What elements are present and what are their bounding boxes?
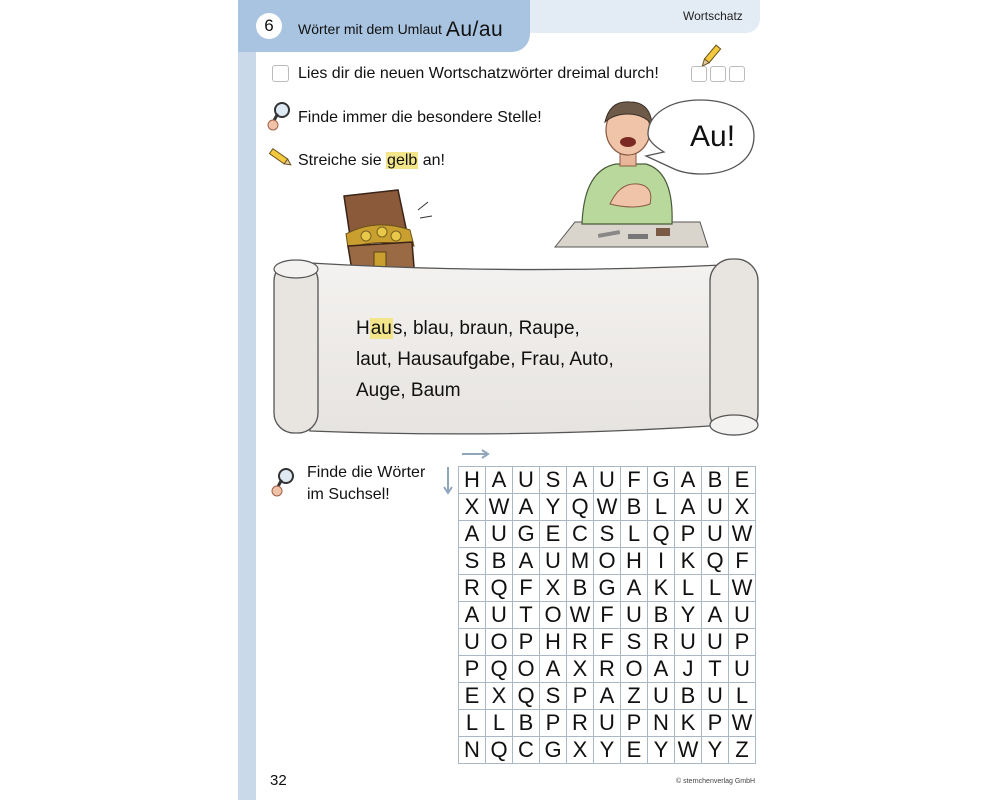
- grid-cell[interactable]: A: [513, 548, 540, 575]
- grid-cell[interactable]: E: [621, 737, 648, 764]
- grid-cell[interactable]: W: [567, 602, 594, 629]
- instruction-mark-suffix: an!: [422, 152, 445, 169]
- read-check-2[interactable]: [710, 66, 726, 82]
- grid-cell[interactable]: Z: [621, 683, 648, 710]
- instruction-find: Finde immer die besondere Stelle!: [298, 109, 542, 126]
- page-number: 32: [270, 772, 287, 789]
- grid-cell[interactable]: P: [675, 521, 702, 548]
- pencil-icon: [268, 146, 294, 170]
- grid-cell[interactable]: R: [648, 629, 675, 656]
- grid-cell[interactable]: W: [675, 737, 702, 764]
- grid-cell[interactable]: G: [594, 575, 621, 602]
- grid-cell[interactable]: X: [567, 656, 594, 683]
- arrow-down-icon: [443, 466, 453, 496]
- grid-cell[interactable]: L: [675, 575, 702, 602]
- grid-cell[interactable]: P: [513, 629, 540, 656]
- grid-cell[interactable]: Q: [513, 683, 540, 710]
- arrow-right-icon: [461, 449, 491, 459]
- grid-cell[interactable]: R: [594, 656, 621, 683]
- grid-cell[interactable]: O: [594, 548, 621, 575]
- grid-cell[interactable]: S: [540, 683, 567, 710]
- grid-cell[interactable]: K: [648, 575, 675, 602]
- grid-cell[interactable]: K: [675, 710, 702, 737]
- grid-cell[interactable]: P: [729, 629, 756, 656]
- grid-cell[interactable]: S: [621, 629, 648, 656]
- grid-cell[interactable]: B: [648, 602, 675, 629]
- grid-cell[interactable]: A: [486, 467, 513, 494]
- grid-cell[interactable]: A: [567, 467, 594, 494]
- grid-cell[interactable]: X: [459, 494, 486, 521]
- grid-cell[interactable]: Y: [675, 602, 702, 629]
- page-title-letters: Au/au: [445, 18, 504, 41]
- read-checkbox[interactable]: [272, 65, 289, 82]
- read-check-1[interactable]: [691, 66, 707, 82]
- grid-cell[interactable]: O: [540, 602, 567, 629]
- grid-cell[interactable]: E: [459, 683, 486, 710]
- grid-cell[interactable]: F: [594, 629, 621, 656]
- page-title: [298, 16, 503, 40]
- grid-cell[interactable]: J: [675, 656, 702, 683]
- grid-cell[interactable]: T: [702, 656, 729, 683]
- grid-cell[interactable]: T: [513, 602, 540, 629]
- grid-cell[interactable]: L: [702, 575, 729, 602]
- wordsearch-instruction-line1: Finde die Wörter: [307, 464, 426, 481]
- grid-cell[interactable]: U: [594, 710, 621, 737]
- grid-cell[interactable]: A: [540, 656, 567, 683]
- grid-cell[interactable]: X: [729, 494, 756, 521]
- grid-cell[interactable]: Y: [594, 737, 621, 764]
- grid-cell[interactable]: B: [702, 467, 729, 494]
- instruction-mark-highlight: gelb: [387, 152, 418, 169]
- grid-cell[interactable]: Q: [567, 494, 594, 521]
- grid-cell[interactable]: A: [621, 575, 648, 602]
- grid-cell[interactable]: L: [729, 683, 756, 710]
- word-line-1-rest: blau, braun, Raupe,: [412, 318, 580, 339]
- grid-cell[interactable]: A: [513, 494, 540, 521]
- grid-cell[interactable]: O: [621, 656, 648, 683]
- grid-cell[interactable]: Q: [702, 548, 729, 575]
- grid-cell[interactable]: U: [540, 548, 567, 575]
- grid-cell[interactable]: B: [513, 710, 540, 737]
- grid-cell[interactable]: Y: [648, 737, 675, 764]
- word-first-end: s,: [392, 318, 408, 339]
- grid-cell[interactable]: U: [702, 683, 729, 710]
- grid-cell[interactable]: R: [567, 710, 594, 737]
- grid-cell[interactable]: U: [702, 629, 729, 656]
- grid-cell[interactable]: A: [459, 602, 486, 629]
- grid-cell[interactable]: X: [567, 737, 594, 764]
- grid-cell[interactable]: Z: [729, 737, 756, 764]
- grid-cell[interactable]: W: [729, 710, 756, 737]
- grid-cell[interactable]: X: [486, 683, 513, 710]
- grid-cell[interactable]: Q: [486, 656, 513, 683]
- grid-cell[interactable]: U: [729, 656, 756, 683]
- grid-cell[interactable]: U: [594, 467, 621, 494]
- instruction-mark-prefix: Streiche sie: [298, 152, 382, 169]
- word-first-highlight: au: [370, 318, 392, 339]
- grid-cell[interactable]: A: [648, 656, 675, 683]
- grid-cell[interactable]: U: [513, 467, 540, 494]
- grid-cell[interactable]: B: [486, 548, 513, 575]
- speech-bubble-text: Au!: [690, 120, 736, 153]
- wordsearch-instruction: [307, 462, 425, 506]
- copyright: © sternchenverlag GmbH: [676, 778, 756, 785]
- grid-cell[interactable]: U: [729, 602, 756, 629]
- grid-cell[interactable]: R: [459, 575, 486, 602]
- grid-cell[interactable]: U: [486, 521, 513, 548]
- grid-cell[interactable]: P: [540, 710, 567, 737]
- grid-cell[interactable]: N: [459, 737, 486, 764]
- grid-cell[interactable]: B: [567, 575, 594, 602]
- section-number: 6: [256, 13, 282, 39]
- grid-cell[interactable]: B: [621, 494, 648, 521]
- grid-cell[interactable]: W: [729, 521, 756, 548]
- instruction-read: Lies dir die neuen Wortschatzwörter dreimal durch!: [298, 65, 659, 82]
- category-label: Wortschatz: [683, 9, 743, 23]
- grid-cell[interactable]: Y: [540, 494, 567, 521]
- grid-cell[interactable]: B: [675, 683, 702, 710]
- grid-cell[interactable]: Q: [486, 575, 513, 602]
- grid-cell[interactable]: L: [459, 710, 486, 737]
- grid-cell[interactable]: G: [540, 737, 567, 764]
- grid-cell[interactable]: L: [648, 494, 675, 521]
- grid-cell[interactable]: O: [513, 656, 540, 683]
- grid-cell[interactable]: E: [540, 521, 567, 548]
- grid-cell[interactable]: F: [729, 548, 756, 575]
- grid-cell[interactable]: G: [513, 521, 540, 548]
- grid-cell[interactable]: X: [540, 575, 567, 602]
- page-left-strip: [238, 0, 256, 800]
- grid-cell[interactable]: F: [594, 602, 621, 629]
- grid-cell[interactable]: L: [621, 521, 648, 548]
- word-line-3: Auge, Baum: [356, 380, 461, 401]
- grid-cell[interactable]: A: [702, 602, 729, 629]
- grid-cell[interactable]: H: [459, 467, 486, 494]
- grid-cell[interactable]: F: [513, 575, 540, 602]
- instruction-mark: [298, 152, 445, 170]
- grid-cell[interactable]: Y: [702, 737, 729, 764]
- grid-cell[interactable]: A: [675, 494, 702, 521]
- grid-cell[interactable]: R: [567, 629, 594, 656]
- page-title-prefix: Wörter mit dem Umlaut: [298, 21, 442, 37]
- grid-cell[interactable]: U: [459, 629, 486, 656]
- grid-cell[interactable]: W: [729, 575, 756, 602]
- grid-cell[interactable]: U: [675, 629, 702, 656]
- word-first-start: H: [356, 318, 370, 339]
- grid-cell[interactable]: U: [702, 494, 729, 521]
- wordsearch-grid: [458, 466, 756, 764]
- grid-cell[interactable]: P: [621, 710, 648, 737]
- grid-cell[interactable]: E: [729, 467, 756, 494]
- grid-cell[interactable]: P: [567, 683, 594, 710]
- grid-cell[interactable]: N: [648, 710, 675, 737]
- grid-cell[interactable]: Q: [486, 737, 513, 764]
- read-check-3[interactable]: [729, 66, 745, 82]
- grid-cell[interactable]: K: [675, 548, 702, 575]
- grid-cell[interactable]: Q: [648, 521, 675, 548]
- grid-cell[interactable]: U: [621, 602, 648, 629]
- grid-cell[interactable]: S: [459, 548, 486, 575]
- grid-cell[interactable]: F: [621, 467, 648, 494]
- grid-cell[interactable]: M: [567, 548, 594, 575]
- grid-cell[interactable]: S: [540, 467, 567, 494]
- grid-cell[interactable]: A: [594, 683, 621, 710]
- grid-cell[interactable]: A: [675, 467, 702, 494]
- grid-cell[interactable]: U: [648, 683, 675, 710]
- grid-cell[interactable]: W: [486, 494, 513, 521]
- grid-cell[interactable]: O: [486, 629, 513, 656]
- grid-cell[interactable]: W: [594, 494, 621, 521]
- grid-cell[interactable]: P: [702, 710, 729, 737]
- word-line-2: laut, Hausaufgabe, Frau, Auto,: [356, 349, 614, 370]
- grid-cell[interactable]: P: [459, 656, 486, 683]
- wordsearch-instruction-line2: im Suchsel!: [307, 486, 390, 503]
- magnifier-icon: [270, 466, 296, 498]
- grid-cell[interactable]: C: [567, 521, 594, 548]
- grid-cell[interactable]: H: [540, 629, 567, 656]
- grid-cell[interactable]: U: [486, 602, 513, 629]
- word-line-1: [356, 313, 614, 344]
- grid-cell[interactable]: I: [648, 548, 675, 575]
- word-list: [356, 313, 614, 406]
- magnifier-icon: [266, 100, 292, 132]
- grid-cell[interactable]: A: [459, 521, 486, 548]
- grid-cell[interactable]: G: [648, 467, 675, 494]
- grid-cell[interactable]: C: [513, 737, 540, 764]
- grid-cell[interactable]: H: [621, 548, 648, 575]
- grid-cell[interactable]: L: [486, 710, 513, 737]
- grid-cell[interactable]: S: [594, 521, 621, 548]
- grid-cell[interactable]: U: [702, 521, 729, 548]
